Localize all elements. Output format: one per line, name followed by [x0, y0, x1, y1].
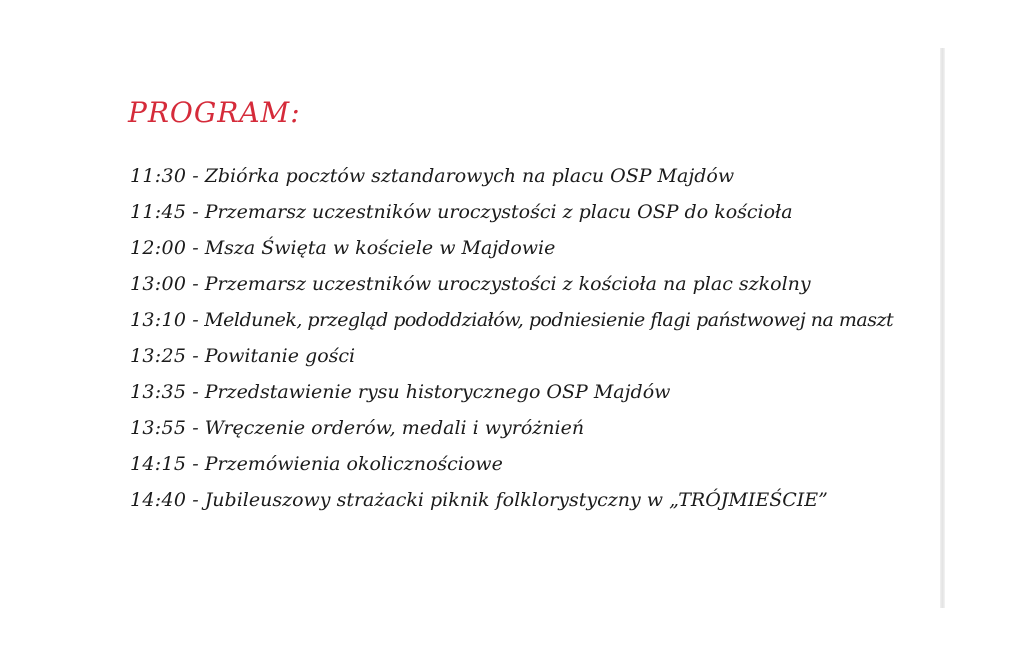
schedule-separator: -: [192, 165, 199, 187]
schedule-description: Jubileuszowy strażacki piknik folklorystyczny w „TRÓJMIEŚCIE”: [204, 489, 828, 511]
schedule-separator: -: [192, 489, 199, 511]
schedule-time: 13:55: [130, 417, 187, 439]
schedule-time: 11:45: [130, 201, 187, 223]
schedule-separator: -: [192, 381, 199, 403]
schedule-separator: -: [192, 237, 199, 259]
schedule-description: Przedstawienie rysu historycznego OSP Majdów: [204, 381, 671, 403]
schedule-time: 13:25: [130, 345, 187, 367]
schedule-item: [130, 158, 935, 194]
schedule-time: 14:40: [130, 489, 187, 511]
schedule-time: 13:10: [130, 309, 187, 331]
schedule-item: [130, 194, 935, 230]
schedule-description: Meldunek, przegląd pododdziałów, podniesienie flagi państwowej na maszt: [204, 309, 894, 331]
schedule-time: 11:30: [130, 165, 187, 187]
schedule-description: Przemówienia okolicznościowe: [204, 453, 503, 475]
program-schedule: [130, 158, 935, 518]
schedule-time: 13:35: [130, 381, 187, 403]
schedule-description: Powitanie gości: [204, 345, 356, 367]
schedule-separator: -: [192, 453, 199, 475]
schedule-item: [130, 446, 935, 482]
schedule-description: Przemarsz uczestników uroczystości z placu OSP do kościoła: [204, 201, 793, 223]
schedule-time: 14:15: [130, 453, 187, 475]
schedule-item: [130, 374, 935, 410]
schedule-description: Msza Święta w kościele w Majdowie: [204, 237, 556, 259]
scan-edge-shadow: [940, 48, 945, 608]
schedule-separator: -: [192, 417, 199, 439]
schedule-description: Zbiórka pocztów sztandarowych na placu OSP Majdów: [204, 165, 735, 187]
schedule-item: [130, 302, 935, 338]
schedule-item: [130, 410, 935, 446]
schedule-description: Przemarsz uczestników uroczystości z kościoła na plac szkolny: [204, 273, 811, 295]
schedule-item: [130, 338, 935, 374]
schedule-separator: -: [192, 273, 199, 295]
schedule-time: 13:00: [130, 273, 187, 295]
schedule-item: [130, 230, 935, 266]
program-heading: PROGRAM:: [128, 96, 301, 129]
schedule-item: [130, 266, 935, 302]
schedule-description: Wręczenie orderów, medali i wyróżnień: [204, 417, 585, 439]
schedule-separator: -: [192, 201, 199, 223]
schedule-separator: -: [192, 345, 199, 367]
schedule-item: [130, 482, 935, 518]
schedule-separator: -: [192, 309, 199, 331]
schedule-time: 12:00: [130, 237, 187, 259]
